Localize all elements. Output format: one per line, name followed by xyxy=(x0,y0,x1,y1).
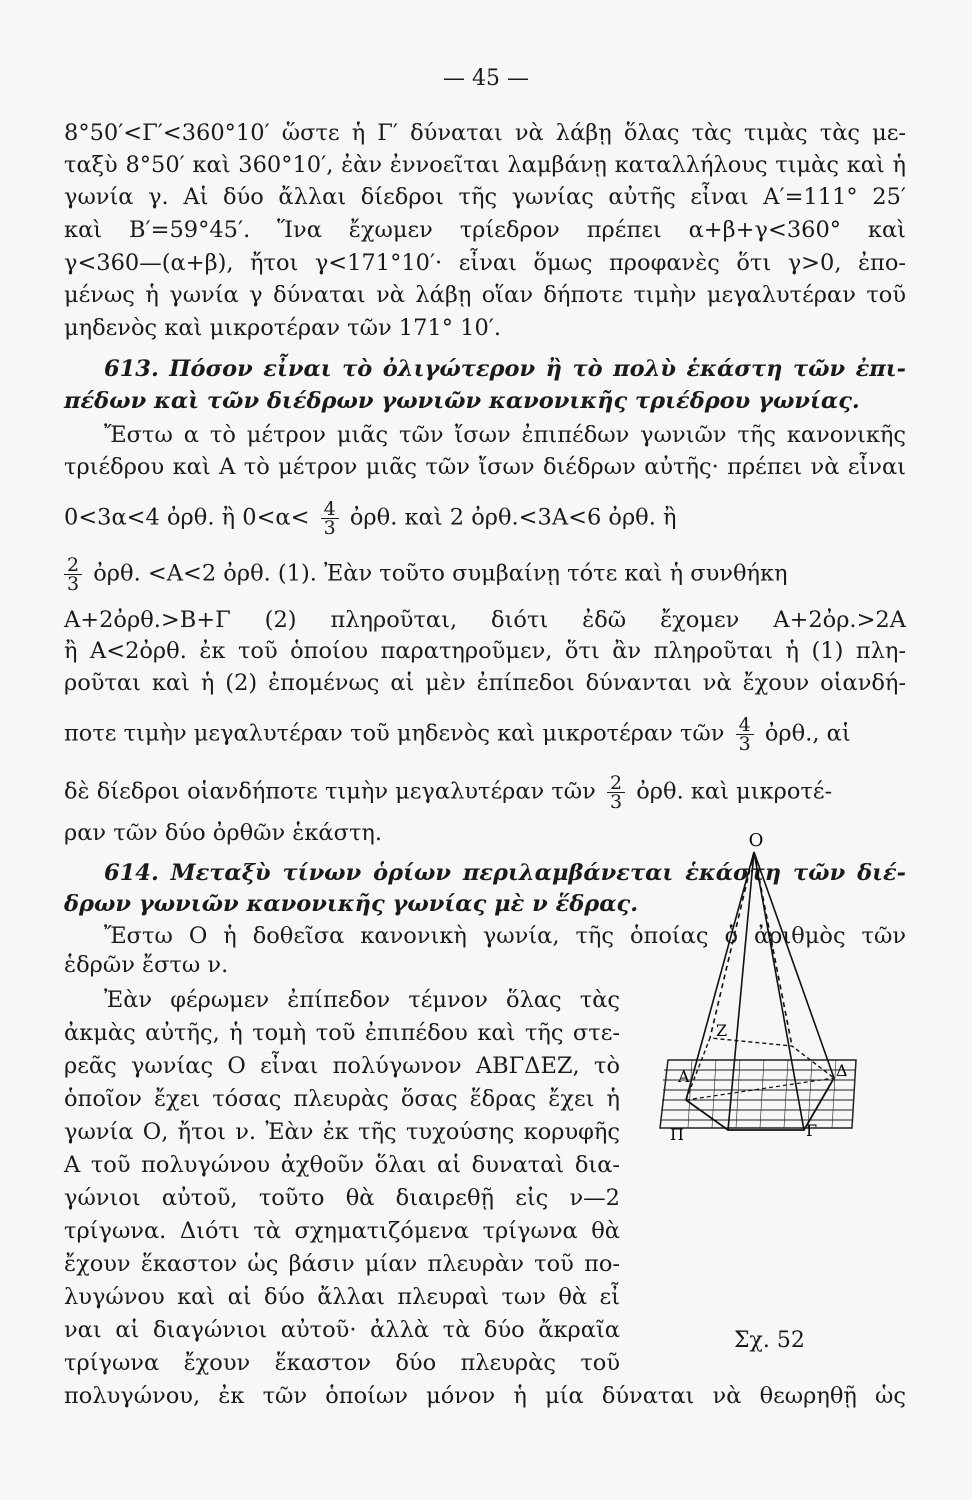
text-line: ἑδρῶν ἔστω ν. xyxy=(64,952,229,978)
problem-614-heading: 614. Μεταξὺ τίνων ὁρίων περιλαμβάνεται ἑκάστη τῶν διέ- xyxy=(104,860,906,886)
text-segment: ὀρθ., αἱ xyxy=(764,720,851,747)
fraction-two-thirds xyxy=(64,556,82,593)
fraction-denominator: 3 xyxy=(67,573,80,595)
label-Z: Z xyxy=(716,1021,728,1040)
text-line: τρίγωνα. Διότι τὰ σχηματιζόμενα τρίγωνα θὰ xyxy=(64,1218,620,1244)
text-segment: ὀρθ. καὶ μικροτέ- xyxy=(636,778,833,805)
text-line: ταξὺ 8°50′ καὶ 360°10′, ἐὰν ἐννοεῖται λαμβάνῃ καταλλήλους τιμὰς καὶ ἡ xyxy=(64,152,906,178)
fraction-numerator: 4 xyxy=(736,716,754,735)
text-line: γωνία Ο, ἤτοι ν. Ἐὰν ἐκ τῆς τυχούσης κορυφῆς xyxy=(64,1119,620,1145)
text-segment: ποτε τιμὴν μεγαλυτέραν τοῦ μηδενὸς καὶ μικροτέραν τῶν xyxy=(64,720,725,747)
text-line: ροῦται καὶ ἡ (2) ἐπομένως αἱ μὲν ἐπίπεδοι δύνανται νὰ ἔχουν οἱανδή- xyxy=(64,670,906,696)
problem-613-heading: 613. Πόσον εἶναι τὸ ὀλιγώτερον ἢ τὸ πολὺ ἑκάστη τῶν ἐπι- xyxy=(104,356,906,382)
label-Gamma: Γ xyxy=(806,1121,818,1140)
text-line: τρίγωνα ἔχουν ἕκαστον δύο πλευρὰς τοῦ xyxy=(64,1350,620,1376)
text-line: Ἔστω α τὸ μέτρον μιᾶς τῶν ἴσων ἐπιπέδων γωνιῶν τῆς κανονικῆς xyxy=(104,422,906,448)
text-line: πολυγώνου, ἐκ τῶν ὁποίων μόνον ἡ μία δύναται νὰ θεωρηθῇ ὡς xyxy=(64,1383,906,1409)
fraction-denominator: 3 xyxy=(323,517,336,539)
problem-613-heading-cont: πέδων καὶ τῶν διέδρων γωνιῶν κανονικῆς τριέδρου γωνίας. xyxy=(64,388,860,414)
text-line-with-fraction xyxy=(64,716,906,753)
pyramid-figure xyxy=(656,832,906,1162)
pyramid-edges xyxy=(686,852,834,1130)
text-line: 8°50′<Γ′<360°10′ ὥστε ἡ Γ′ δύναται νὰ λάβῃ ὅλας τὰς τιμὰς τὰς με- xyxy=(64,120,906,146)
text-line: γώνιοι αὐτοῦ, τοῦτο θὰ διαιρεθῇ εἰς ν—2 xyxy=(64,1185,620,1211)
text-line: ἔχουν ἕκαστον ὡς βάσιν μίαν πλευρὰν τοῦ πο- xyxy=(64,1251,620,1277)
text-line: Ἐὰν φέρωμεν ἐπίπεδον τέμνον ὅλας τὰς xyxy=(104,987,620,1013)
text-segment: ὀρθ. <Α<2 ὀρθ. (1). Ἐὰν τοῦτο συμβαίνῃ τότε καὶ ἡ συνθήκη xyxy=(93,560,788,587)
text-line: ἀκμὰς αὐτῆς, ἡ τομὴ τοῦ ἐπιπέδου καὶ τῆς στε- xyxy=(64,1020,620,1046)
text-line: καὶ Β′=59°45′. Ἵνα ἔχωμεν τρίεδρον πρέπει α+β+γ<360° καὶ xyxy=(64,217,906,243)
figure-caption: Σχ. 52 xyxy=(734,1328,805,1353)
inequality-line xyxy=(64,500,906,537)
label-Delta: Δ xyxy=(836,1061,848,1080)
text-line: ναι αἱ διαγώνιοι αὐτοῦ· ἀλλὰ τὰ δύο ἄκραῖα xyxy=(64,1317,620,1343)
text-line: ὁποῖον ἔχει τόσας πλευρὰς ὅσας ἕδρας ἔχει ἡ xyxy=(64,1086,620,1112)
fraction-denominator: 3 xyxy=(610,791,623,813)
problem-614-heading-cont: δρων γωνιῶν κανονικῆς γωνίας μὲ ν ἕδρας. xyxy=(64,891,639,917)
text-line: γωνία γ. Αἱ δύο ἄλλαι δίεδροι τῆς γωνίας αὐτῆς εἶναι Α′=111° 25′ xyxy=(64,184,906,210)
fraction-two-thirds-2 xyxy=(607,774,625,811)
page-number: — 45 — xyxy=(443,66,529,91)
text-line: ἢ Α<2ὀρθ. ἐκ τοῦ ὁποίου παρατηροῦμεν, ὅτι ἂν πληροῦται ἡ (1) πλη- xyxy=(64,638,906,664)
text-line: Ἔστω Ο ἡ δοθεῖσα κανονικὴ γωνία, τῆς ὁποίας ὁ ἀριθμὸς τῶν xyxy=(104,923,906,949)
fraction-numerator: 4 xyxy=(321,500,339,519)
text-line: λυγώνου καὶ αἱ δύο ἄλλαι πλευραὶ των θὰ εἶ xyxy=(64,1284,620,1310)
text-line: ραν τῶν δύο ὀρθῶν ἑκάστη. xyxy=(64,820,383,846)
text-segment: 0<3α<4 ὀρθ. ἢ 0<α< xyxy=(64,504,310,531)
fraction-four-thirds-2 xyxy=(736,716,754,753)
text-segment: δὲ δίεδροι οἱανδήποτε τιμὴν μεγαλυτέραν τῶν xyxy=(64,778,596,805)
label-A: A xyxy=(678,1067,690,1086)
text-line: γ<360—(α+β), ἤτοι γ<171°10′· εἶναι ὅμως προφανὲς ὅτι γ>0, ἐπο- xyxy=(64,250,906,276)
fraction-numerator: 2 xyxy=(64,556,82,575)
fraction-four-thirds xyxy=(321,500,339,537)
label-Pi: Π xyxy=(670,1125,684,1144)
text-line: ρεᾶς γωνίας Ο εἶναι πολύγωνον ΑΒΓΔΕΖ, τὸ xyxy=(64,1053,620,1079)
text-line-with-fraction xyxy=(64,774,906,811)
text-line: μηδενὸς καὶ μικροτέραν τῶν 171° 10′. xyxy=(64,315,502,341)
fraction-numerator: 2 xyxy=(607,774,625,793)
text-line: μένως ἡ γωνία γ δύναται νὰ λάβῃ οἵαν δήποτε τιμὴν μεγαλυτέραν τοῦ xyxy=(64,282,906,308)
text-line: Α τοῦ πολυγώνου ἀχθοῦν ὅλαι αἱ δυναταὶ δια- xyxy=(64,1152,620,1178)
text-line: τριέδρου καὶ Α τὸ μέτρον μιᾶς τῶν ἴσων διέδρων αὐτῆς· πρέπει νὰ εἶναι xyxy=(64,454,906,480)
text-line: Α+2ὀρθ.>Β+Γ (2) πληροῦται, διότι ἐδῶ ἔχομεν Α+2ὀρ.>2Α xyxy=(64,607,906,633)
fraction-denominator: 3 xyxy=(738,733,751,755)
inequality-line xyxy=(64,556,906,593)
label-O: O xyxy=(748,832,764,851)
text-segment: ὀρθ. καὶ 2 ὀρθ.<3Α<6 ὀρθ. ἢ xyxy=(349,504,677,531)
